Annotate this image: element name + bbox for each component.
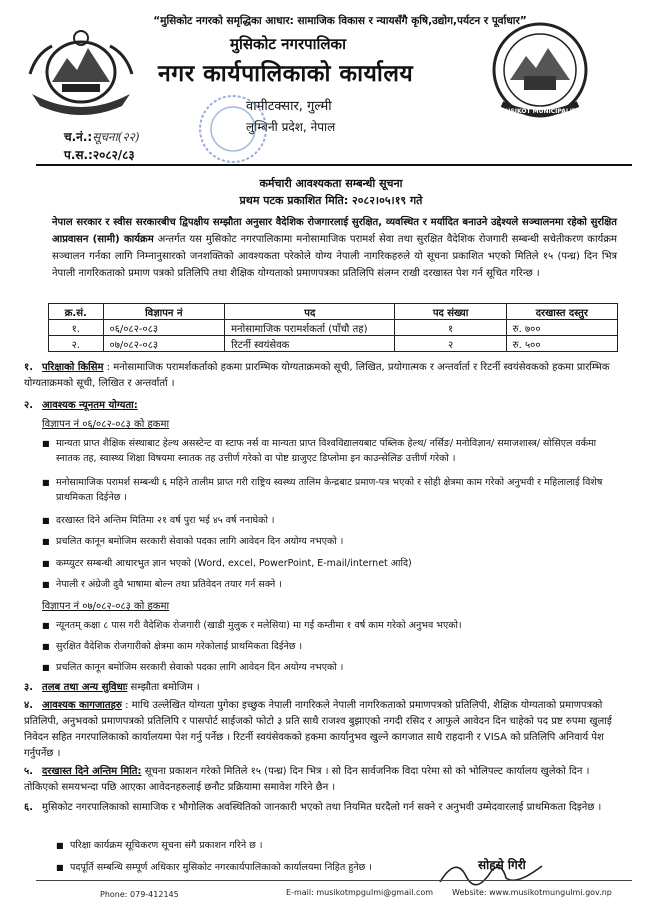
signature [436,852,546,892]
list-item: ■ कम्प्युटर सम्बन्धी आधारभुत ज्ञान भएको (Word, excel, PowerPoint, E-mail/internet आदि) [56,556,621,571]
office-title: नगर कार्यपालिकाको कार्यालय [158,61,414,87]
section-deadline: ५. दरखास्त दिने अन्तिम मिति: सूचना प्रकाशन गरेको मितिले १५ (पन्ध्र) दिन भित्र । सो दिन सार्वजनिक विदा परेमा सो को भोलिपल्ट कार्यालय खुलेको दिन । तोकिएको समयभन्दा पछि आएका आवेदनहरुलाई छनौट प्रक्रियामा समावेश गरिने छैन । [24,766,590,793]
list-item: ■ मनोसामाजिक परामर्श सम्बन्धी ६ महिने तालीम प्राप्त गरी राष्ट्रिय स्वस्थ्य तालिम केन्द्रबाट प्रमाण-पत्र भएको र सोही क्षेत्रमा काम गरेको अनुभवी र महिलालाई विशेष प्राथमिकता दिईनेछ । [56,475,621,505]
list-item: ■ परिक्षा कार्यक्रम सूचिकरण सूचना संगै प्रकाशन गरिने छ । [70,838,430,853]
section-preference: ६. मुसिकोट नगरपालिकाको सामाजिक र भौगोलिक अवस्थितिको जानकारी भएको तथा नियमित घरदैलो गर्न सक्ने र अनुभवी उम्मेदवारलाई प्राथमिकता दिइनेछ । [24,802,602,813]
table-row [49,336,618,352]
municipality-name: मुसिकोट नगरपालिका [230,35,346,53]
adv2-label: विज्ञापन नं ०७/०८२-०८३ को हकमा [42,601,170,612]
publish-date: प्रथम पटक प्रकाशित मिति: २०८२।०५।१९ गते [239,194,423,207]
fiscal-year: प.स.:२०८२/८३ [64,148,135,162]
section-qualification: २. आवश्यक न्यूनतम योग्यता: [24,400,138,411]
table-cell: रिटर्नी स्वयंसेवक [225,336,395,352]
stamp-icon [196,92,270,166]
list-item: ■ नेपाली र अंग्रेजी दुवै भाषामा बोल्न तथा प्रतिवेदन तयार गर्न सक्ने । [56,577,621,592]
notice-title: कर्मचारी आवश्यकता सम्बन्धी सूचना [259,177,403,190]
table-header-row [49,304,618,320]
table-cell: १. [49,320,104,336]
col-header: पद संख्या [395,304,506,320]
list-item: ■ प्रचलित कानून बमोजिम सरकारी सेवाको पदका लागि आवेदन दिन अयोग्य नभएको । [56,660,621,675]
col-header: दरखास्त दस्तुर [506,304,617,320]
section-salary: ३. तलब तथा अन्य सुविधाः सम्झौता बमोजिम । [24,682,200,693]
municipality-logo [488,18,592,128]
vacancy-table [48,303,618,352]
footer-email: E-mail: musikotmpgulmi@gmail.com [286,888,434,897]
table-cell: २ [395,336,506,352]
intro-paragraph [52,214,617,282]
reference-number: च.नं.:सूचना(२२) [64,130,140,144]
footer-phone: Phone: 079-412145 [100,890,179,899]
office-province: लुम्बिनी प्रदेश, नेपाल [246,120,336,134]
intro-bold: नेपाल सरकार र स्वीस सरकारबीच द्विपक्षीय सम्झौता अनुसार वैदेशिक रोजगारलाई सुरक्षित, व्यवस्थित र मर्यादित बनाउने उद्देश्यले सञ्चालनमा रहेको सुरक्षित आप्रवासन (सामी) कार्यक्रम [52,217,617,245]
list-item: ■ पदपूर्ति सम्बन्धि सम्पूर्ण अधिकार मुसिकोट नगरकार्यपालिकाको कार्यालयमा निहित हुनेछ । [70,860,440,875]
table-cell: ०६/०८२-०८३ [103,320,225,336]
list-item: ■ प्रचलित कानून बमोजिम सरकारी सेवाको पदका लागि आवेदन दिन अयोग्य नभएको । [56,534,621,549]
table-cell: रु. ७०० [506,320,617,336]
adv1-label: विज्ञापन नं ०६/०८२-०८३ को हकमा [42,419,170,430]
intro-rest: अन्तर्गत यस मुसिकोट नगरपालिकामा मनोसामाजिक परामर्श सेवा तथा सुरक्षित वैदेशिक रोजगारी सम्बन्धी सचेतीकरण कार्यक्रम सञ्चालन गर्नका लागि निम्नानुसारको जनशक्तिको आवश्यकता परेकोले योग्य नेपाली नागरिकहरुले यो सूचना प्रकाशित भएको मितिले १५ (पन्ध्र) दिन भित्र नेपाली नागरिकताको प्रमाण पत्रको प्रतिलिपि तथा शैक्षिक योग्यताको प्रमाणपत्रका प्रतिलिपि संलग्न राखी दरखास्त पेश गर्न सूचित गरिन्छ । [52,234,617,279]
col-header: विज्ञापन नं [103,304,225,320]
table-cell: रु. ५०० [506,336,617,352]
office-location: वामीटक्सार, गुल्मी [246,99,332,114]
section-documents: ४. आवश्यक कागजातहरु : माथि उल्लेखित योग्यता पुगेका इच्छुक नेपाली नागरिकले नेपाली नागरिकताको प्रमाणपत्रको प्रतिलिपी, शैक्षिक योग्यताको प्रमाणपत्रको प्रतिलिपी, अनुभवको प्रमाणपत्रको प्रतिलिपि र पासपोर्ट साईजको फोटो ३ प्रति साथै राजश्व बुझाएको नगदी रसिद र आफुले आवेदन दिन चाहेको पद प्रष्ट रुपमा खुलाई निवेदन सहित नगरपालिकाको कार्यालयमा पेश गर्नु पर्नेछ । रिटर्नी स्वयंसेवकको हकमा कार्यानुभव खुल्ने कागजात साथै राहदानी र VISA को प्रतिलिपि अनिवार्य पेश गर्नुपर्नेछ । [24,700,612,759]
nepal-emblem-icon [22,24,140,118]
header-divider [36,164,632,166]
footer-divider [36,880,632,881]
signature-text: सोहसे गिरी [478,858,526,872]
table-cell: ०७/०८२-०८३ [103,336,225,352]
col-header: पद [225,304,395,320]
table-row [49,320,618,336]
list-item: ■ सुरक्षित वैदेशिक रोजगारीको क्षेत्रमा काम गरेकोलाई प्राथमिकता दिईनेछ । [56,639,621,654]
col-header: क्र.सं. [49,304,104,320]
list-item: ■ दरखास्त दिने अन्तिम मितिमा २१ वर्ष पुरा भई ४५ वर्ष ननाघेको । [56,513,621,528]
footer-website: Website: www.musikotmungulmi.gov.np [452,888,612,897]
list-item: ■ मान्यता प्राप्त शैक्षिक संस्थाबाट हेल्थ असस्टेन्ट वा स्टाफ नर्स वा मान्यता प्राप्त विश्वविद्यालयबाट पब्लिक हेल्थ/ नर्सिङ/ मनोविज्ञान/ समाजशास्त्र/ सोसिएल वर्कमा स्नातक तह, स्वास्थ्य शिक्षा विषयमा स्नातक तह उत्तीर्ण गरेको वा पोष्ट ग्राजुएट डिप्लोमा इन काउन्सेलिङ उत्तीर्ण गरेको । [56,436,621,466]
slogan: “मुसिकोट नगरको समृद्धिका आधार: सामाजिक विकास र न्यायसँगै कृषि,उद्योग,पर्यटन र पूर्वाधार” [153,15,527,27]
logo-text: MUSIKOT MUNICIPALITY [499,108,581,115]
section-exam-type: १. परिक्षाको किसिम : मनोसामाजिक परामर्शकर्ताको हकमा प्रारम्भिक योग्यताक्रमको सूची, लिखित, प्रयोगात्मक र अन्तर्वार्ता र रिटर्नी स्वयंसेवकको हकमा प्रारम्भिक योग्यताक्रमको सूची, लिखित र अन्तर्वार्ता । [24,362,610,389]
list-item: ■ न्यूनतम् कक्षा ८ पास गरी वैदेशिक रोजगारी (खाडी मुलुक र मलेसिया) मा गई कम्तीमा १ वर्ष काम गरेको अनुभव भएको। [56,618,621,633]
table-cell: २. [49,336,104,352]
table-cell: १ [395,320,506,336]
table-cell: मनोसामाजिक परामर्शकर्ता (पाँचौ तह) [225,320,395,336]
